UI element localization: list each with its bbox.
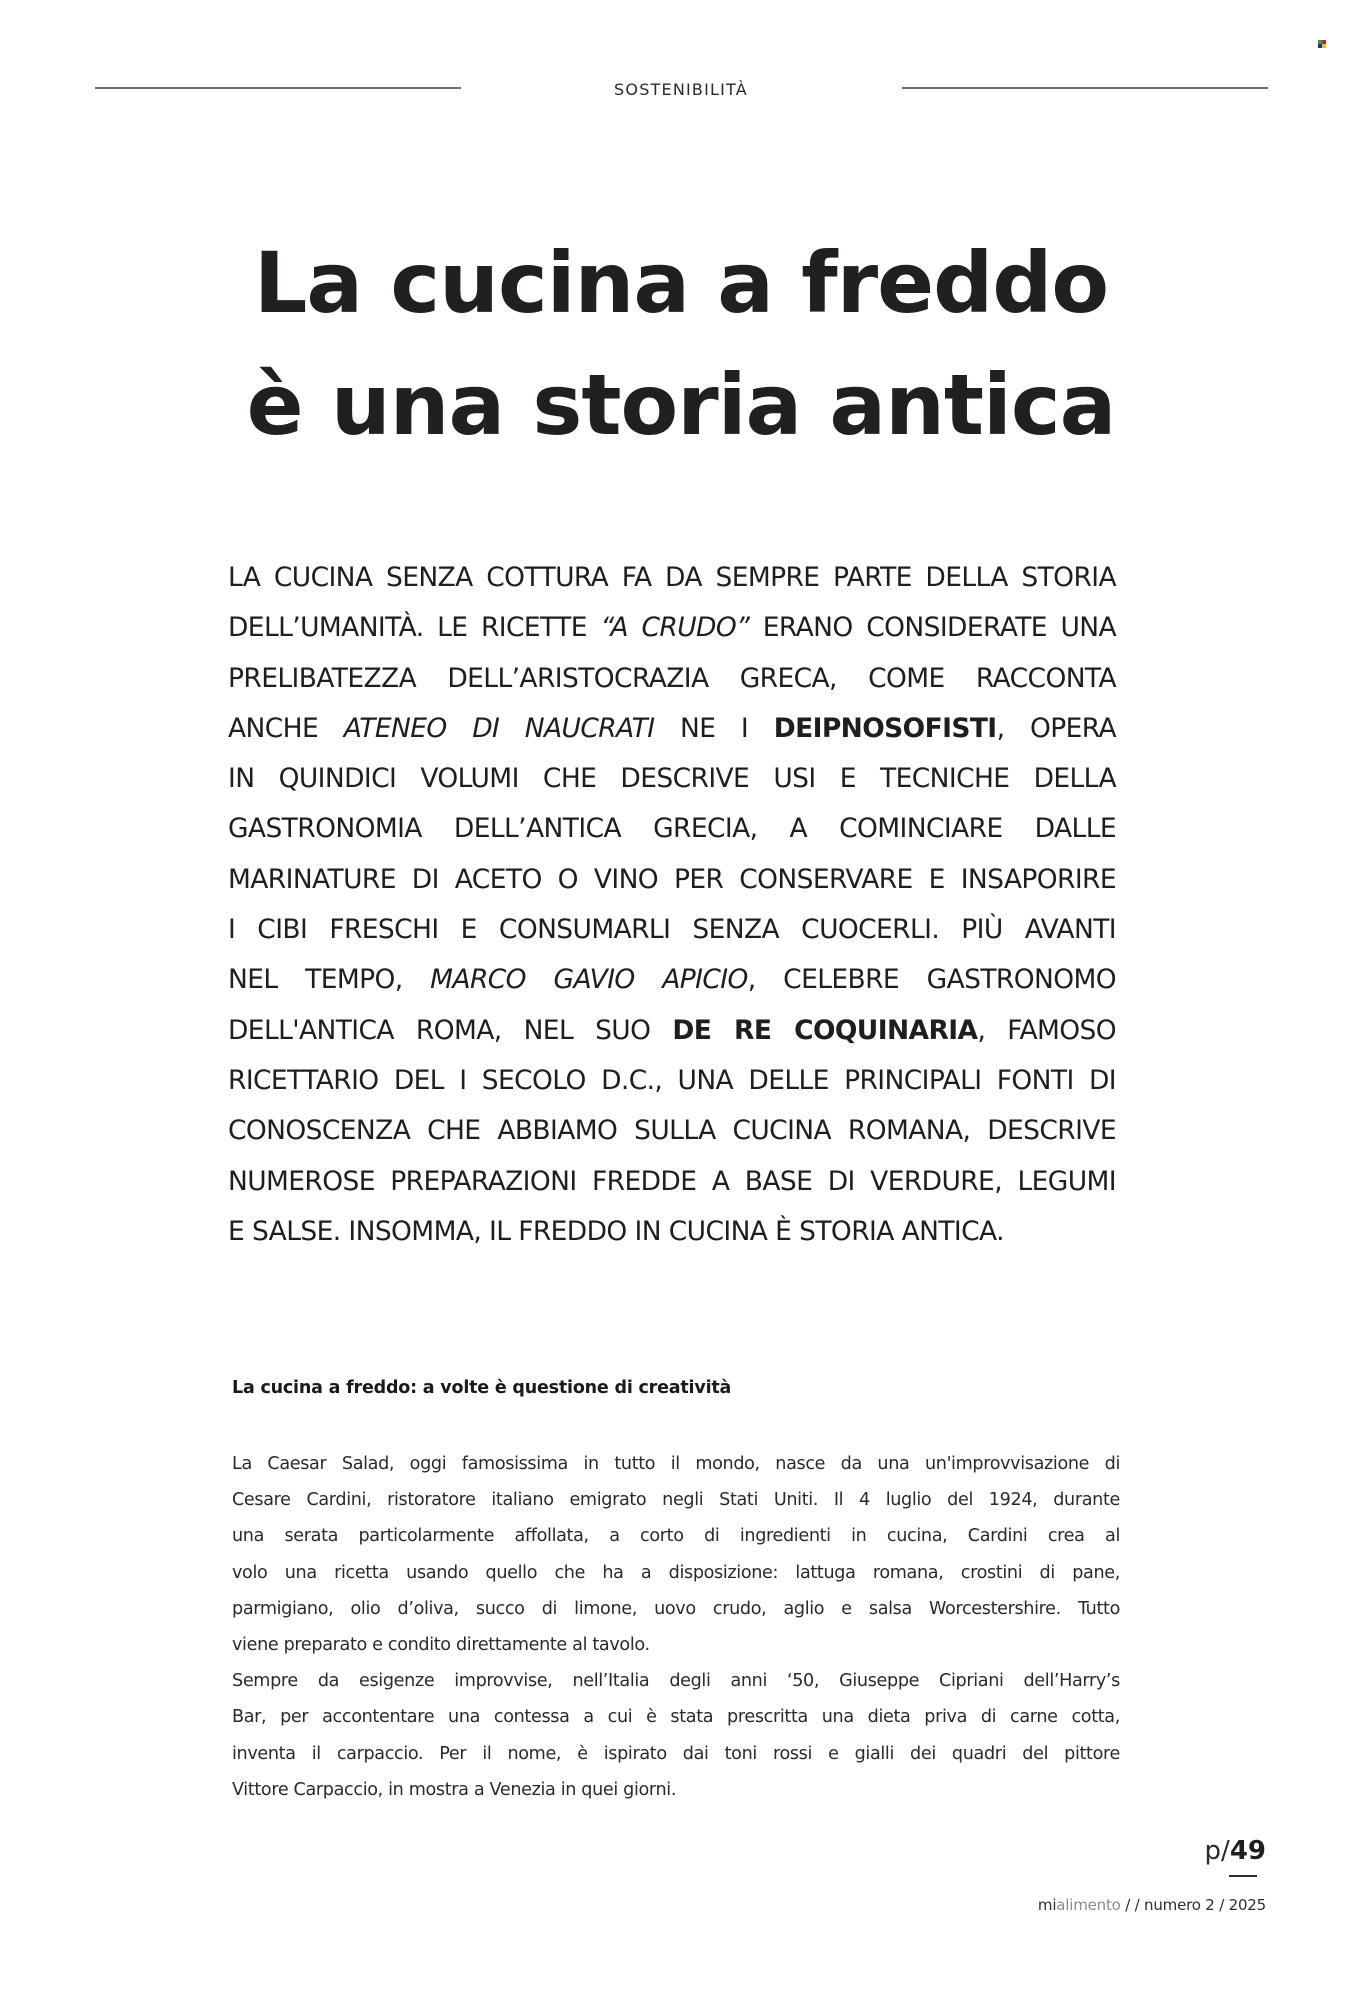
article-title bbox=[0, 222, 1346, 466]
text: CONOSCENZA CHE ABBIAMO SULLA CUCINA ROMANA, DESCRIVE bbox=[228, 1115, 1116, 1147]
title-line-2: è una storia antica bbox=[246, 356, 1116, 454]
footer-publication bbox=[1038, 1896, 1266, 1914]
page-number-value: 49 bbox=[1229, 1836, 1266, 1866]
italic-text: “A CRUDO” bbox=[600, 612, 750, 644]
intro-line bbox=[228, 855, 1116, 905]
box-line: viene preparato e condito direttamente al tavolo. bbox=[232, 1634, 650, 1655]
intro-line bbox=[228, 905, 1116, 955]
text: NEL TEMPO, bbox=[228, 964, 431, 996]
text: PRELIBATEZZA DELL’ARISTOCRAZIA GRECA, COME RACCONTA bbox=[228, 662, 1116, 694]
bold-text: DE RE COQUINARIA bbox=[672, 1014, 978, 1046]
text: ANCHE bbox=[228, 712, 344, 744]
text: , OPERA bbox=[996, 712, 1117, 744]
intro-line bbox=[228, 1106, 1116, 1156]
intro-line bbox=[228, 704, 1116, 754]
box-line: una serata particolarmente affollata, a corto di ingredienti in cucina, Cardini crea al bbox=[232, 1526, 1120, 1547]
text: RICETTARIO DEL I SECOLO D.C., UNA DELLE PRINCIPALI FONTI DI bbox=[228, 1064, 1116, 1096]
intro-line bbox=[228, 603, 1116, 653]
text: IN QUINDICI VOLUMI CHE DESCRIVE USI E TECNICHE DELLA bbox=[228, 763, 1116, 795]
box-line: parmigiano, olio d’oliva, succo di limone, uovo crudo, aglio e salsa Worcestershire. Tutto bbox=[232, 1598, 1120, 1619]
intro-line bbox=[228, 1006, 1116, 1056]
color-chip-icon bbox=[1318, 40, 1326, 48]
section-label: SOSTENIBILITÀ bbox=[614, 80, 748, 99]
page-prefix: p/ bbox=[1204, 1836, 1230, 1866]
intro-line bbox=[228, 654, 1116, 704]
intro-line bbox=[228, 1207, 1116, 1257]
intro-line bbox=[228, 804, 1116, 854]
intro-line bbox=[228, 1157, 1116, 1207]
text: LA CUCINA SENZA COTTURA FA DA SEMPRE PARTE DELLA STORIA bbox=[228, 562, 1116, 593]
box-body-text bbox=[232, 1446, 1120, 1808]
page-number-rule bbox=[1229, 1875, 1257, 1877]
text: NUMEROSE PREPARAZIONI FREDDE A BASE DI VERDURE, LEGUMI bbox=[228, 1165, 1116, 1197]
text: , CELEBRE GASTRONOMO bbox=[747, 964, 1117, 996]
issue-info: / / numero 2 / 2025 bbox=[1120, 1896, 1266, 1914]
box-line: inventa il carpaccio. Per il nome, è ispirato dai toni rossi e gialli dei quadri del pittore bbox=[232, 1743, 1120, 1764]
box-line: La Caesar Salad, oggi famosissima in tutto il mondo, nasce da una un'improvvisazione di bbox=[232, 1454, 1120, 1474]
box-heading: La cucina a freddo: a volte è questione di creatività bbox=[232, 1378, 732, 1398]
text: MARINATURE DI ACETO O VINO PER CONSERVARE E INSAPORIRE bbox=[228, 863, 1116, 895]
brand-alimento: alimento bbox=[1056, 1896, 1121, 1914]
text: ERANO CONSIDERATE UNA bbox=[749, 612, 1117, 644]
italic-text: ATENEO DI NAUCRATI bbox=[343, 712, 655, 744]
text: , FAMOSO bbox=[977, 1014, 1116, 1046]
text: DELL'ANTICA ROMA, NEL SUO bbox=[228, 1014, 673, 1046]
intro-line bbox=[228, 955, 1116, 1005]
title-line-1: La cucina a freddo bbox=[253, 234, 1109, 332]
box-line: volo una ricetta usando quello che ha a disposizione: lattuga romana, crostini di pane, bbox=[232, 1562, 1120, 1583]
box-line: Cesare Cardini, ristoratore italiano emigrato negli Stati Uniti. Il 4 luglio del 1924, durante bbox=[232, 1490, 1120, 1511]
intro-line bbox=[228, 553, 1116, 603]
text: NE I bbox=[654, 712, 774, 744]
chip-yellow bbox=[1322, 44, 1326, 48]
intro-line bbox=[228, 754, 1116, 804]
text: GASTRONOMIA DELL’ANTICA GRECIA, A COMINCIARE DALLE bbox=[228, 813, 1116, 845]
box-line: Sempre da esigenze improvvise, nell’Italia degli anni ‘50, Giuseppe Cipriani dell’Harry’s bbox=[232, 1671, 1120, 1692]
text: I CIBI FRESCHI E CONSUMARLI SENZA CUOCERLI. PIÙ AVANTI bbox=[228, 914, 1116, 946]
italic-text: MARCO GAVIO APICIO bbox=[430, 964, 748, 996]
text: E SALSE. INSOMMA, IL FREDDO IN CUCINA È STORIA ANTICA. bbox=[228, 1215, 1004, 1247]
brand-mi: mi bbox=[1037, 1896, 1057, 1914]
box-line: Bar, per accontentare una contessa a cui è stata prescritta una dieta priva di carne cotta, bbox=[232, 1707, 1120, 1728]
intro-line bbox=[228, 1056, 1116, 1106]
header-rule-right bbox=[902, 87, 1268, 89]
page-number bbox=[1205, 1836, 1266, 1866]
box-line: Vittore Carpaccio, in mostra a Venezia in quei giorni. bbox=[232, 1779, 677, 1800]
text: DELL’UMANITÀ. LE RICETTE bbox=[228, 612, 601, 644]
intro-paragraph bbox=[228, 553, 1116, 1257]
bold-text: DEIPNOSOFISTI bbox=[773, 712, 997, 744]
